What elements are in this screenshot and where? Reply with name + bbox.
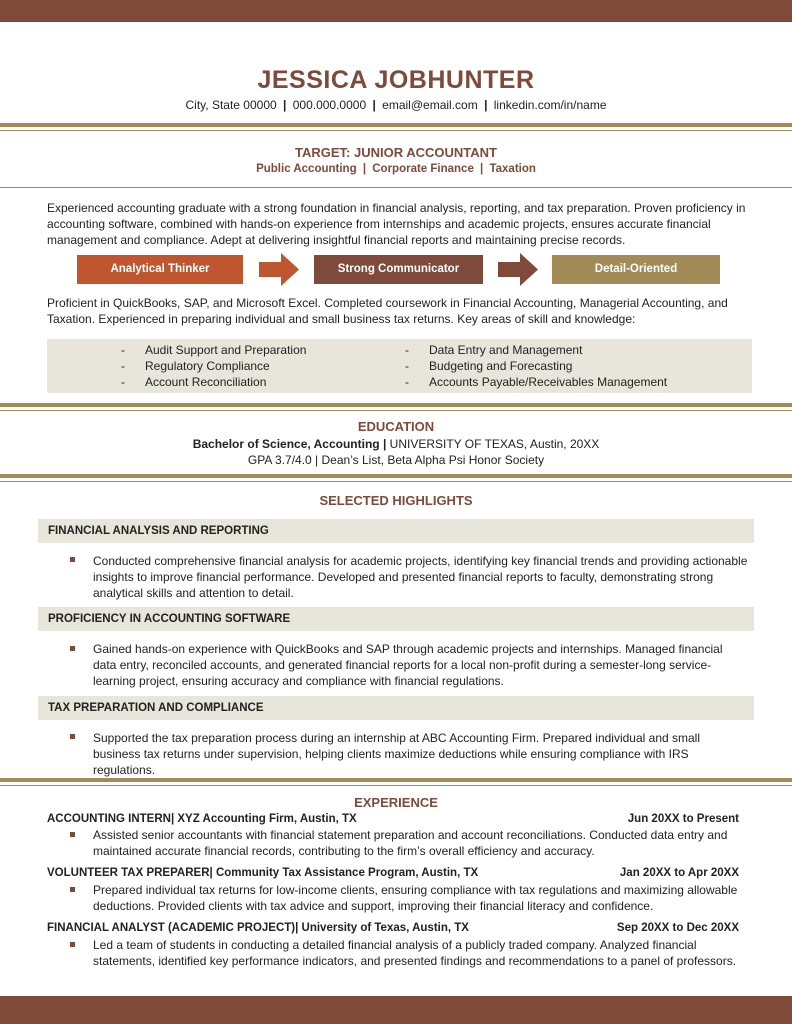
target-area: Public Accounting: [256, 163, 357, 175]
job-role: VOLUNTEER TAX PREPARER|: [47, 867, 213, 879]
job-description: Assisted senior accountants with financial statement preparation and account reconciliations. Conducted data entry and maintained accurate financial records, contributing to the firm’s overall efficiency and accuracy.: [93, 828, 728, 858]
education-degree-line: [0, 437, 792, 451]
job-description: Led a team of students in conducting a detailed financial analysis of a publicly traded company. Analyzed financial statements, identified key performance indicators, and presented findings and recommendations to a panel of professors.: [93, 938, 737, 968]
section-divider: [0, 187, 792, 188]
bullet-icon: [70, 557, 75, 562]
skills-intro: Proficient in QuickBooks, SAP, and Microsoft Excel. Completed coursework in Financial Accounting, Managerial Accounting, and Taxation. Experienced in preparing individual and small business tax returns. Key areas of skill and knowledge:: [47, 296, 728, 326]
target-title: TARGET: JUNIOR ACCOUNTANT: [295, 145, 497, 160]
bottom-color-band: [0, 996, 792, 1024]
candidate-name: JESSICA JOBHUNTER: [257, 66, 535, 94]
job-role: ACCOUNTING INTERN|: [47, 813, 175, 825]
job-role: FINANCIAL ANALYST (ACADEMIC PROJECT)|: [47, 922, 299, 934]
education-degree: Bachelor of Science, Accounting: [192, 437, 380, 451]
contact-email: email@email.com: [382, 98, 478, 112]
bullet-icon: [70, 646, 75, 651]
contact-line: [0, 98, 792, 112]
strength-strong-communicator: Strong Communicator: [314, 255, 483, 284]
skills-panel: - Audit Support and Preparation - Regulatory Compliance - Account Reconciliation - Data Entry and Management - Budgeting and Forecasting - Accounts Payable/Receivables Management: [47, 339, 752, 393]
target-separator: |: [480, 163, 484, 175]
job-description: Prepared individual tax returns for low-income clients, ensuring compliance with tax regulations and maximizing allowable deductions. Provided clients with tax advice and support, improving their financial literacy and confidence.: [93, 883, 738, 913]
education-school: UNIVERSITY OF TEXAS, Austin, 20XX: [389, 437, 600, 451]
education-details: GPA 3.7/4.0 | Dean’s List, Beta Alpha Psi Honor Society: [247, 453, 545, 467]
highlight-heading: PROFICIENCY IN ACCOUNTING SOFTWARE: [38, 607, 754, 631]
bullet-icon: [70, 832, 75, 837]
contact-separator: |: [283, 98, 287, 112]
job-dates: Jan 20XX to Apr 20XX: [619, 867, 739, 879]
section-divider: [0, 123, 792, 131]
target-area: Corporate Finance: [372, 163, 474, 175]
contact-separator: |: [372, 98, 376, 112]
contact-address: City, State 00000: [185, 98, 277, 112]
education-title: EDUCATION: [357, 419, 435, 434]
summary-paragraph: Experienced accounting graduate with a strong foundation in financial analysis, reporting, and tax preparation. Proven proficiency in accounting software, combined with hands-on experience from internships and academic projects, ensures accurate financial management and compliance. Adept at delivering insightful financial reports and maintaining precise records.: [47, 201, 746, 247]
target-area: Taxation: [489, 163, 536, 175]
arrow-right-icon: [498, 253, 538, 286]
highlights-title: SELECTED HIGHLIGHTS: [319, 493, 473, 508]
top-color-band: [0, 0, 792, 22]
job-heading: [47, 867, 739, 879]
job-heading: [47, 922, 739, 934]
highlight-text: Supported the tax preparation process during an internship at ABC Accounting Firm. Prepared individual and small business tax returns under supervision, helping clients maximize deductions while ensuring compliance with IRS regulations.: [93, 731, 701, 777]
arrow-right-icon: [259, 253, 299, 286]
section-divider: [0, 474, 792, 482]
contact-separator: |: [484, 98, 488, 112]
highlight-text: Gained hands-on experience with QuickBooks and SAP through academic projects and internships. Managed financial data entry, reconciled accounts, and generated financial reports for a local non-profit during a semester-long service-learning project, ensuring accuracy and compliance with financial regulations.: [93, 642, 723, 688]
job-dates: Sep 20XX to Dec 20XX: [616, 922, 739, 934]
experience-title: EXPERIENCE: [354, 795, 438, 810]
highlight-text: Conducted comprehensive financial analysis for academic projects, identifying key financial trends and providing actionable insights to improve financial performance. Developed and presented financial reports to faculty, demonstrating strong analytical skills and attention to detail.: [93, 554, 748, 600]
bullet-icon: [70, 942, 75, 947]
bullet-icon: [70, 887, 75, 892]
highlight-heading: FINANCIAL ANALYSIS AND REPORTING: [38, 519, 754, 543]
bullet-icon: [70, 734, 75, 739]
section-divider: [0, 778, 792, 786]
contact-phone: 000.000.0000: [292, 98, 367, 112]
job-org: XYZ Accounting Firm, Austin, TX: [177, 813, 357, 825]
job-heading: [47, 813, 739, 825]
contact-linkedin: linkedin.com/in/name: [493, 98, 607, 112]
strength-analytical-thinker: Analytical Thinker: [77, 255, 243, 284]
education-separator: |: [382, 437, 387, 451]
strength-detail-oriented: Detail-Oriented: [552, 255, 720, 284]
target-areas: [0, 163, 792, 175]
job-org: University of Texas, Austin, TX: [301, 922, 469, 934]
job-dates: Jun 20XX to Present: [627, 813, 739, 825]
section-divider: [0, 403, 792, 411]
target-separator: |: [362, 163, 367, 175]
highlight-heading: TAX PREPARATION AND COMPLIANCE: [38, 696, 754, 720]
job-org: Community Tax Assistance Program, Austin, TX: [215, 867, 479, 879]
